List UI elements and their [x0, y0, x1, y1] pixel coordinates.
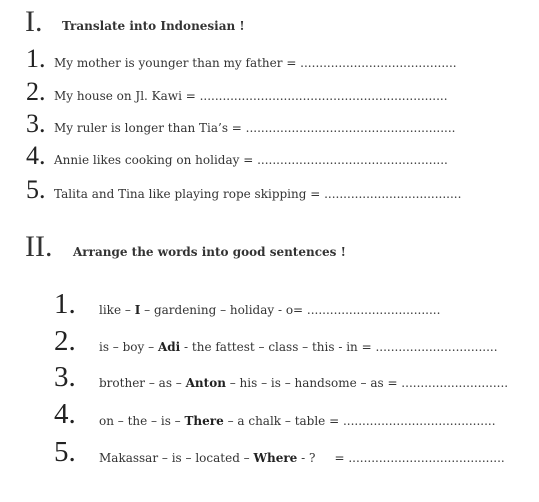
- s2-item-3-keyword: Anton: [185, 376, 226, 390]
- s1-item-1-number: 1.: [26, 44, 46, 73]
- s1-item-5-number: 5.: [26, 175, 46, 204]
- s2-item-5-keyword: Where: [253, 451, 298, 465]
- section-1-title: Translate into Indonesian !: [62, 19, 245, 33]
- s2-item-3-number: 3.: [54, 361, 76, 393]
- s2-item-4-text: on – the – is – There – a chalk – table = ........................................: [99, 414, 496, 428]
- s2-item-2-text: is – boy – Adi - the fattest – class – this - in = ................................: [99, 340, 498, 354]
- s1-item-3-number: 3.: [26, 109, 46, 138]
- s2-item-1-text: like – I – gardening – holiday - o= ...................................: [99, 303, 441, 317]
- section-2-numeral: II.: [25, 230, 53, 263]
- s2-item-3-text: brother – as – Anton – his – is – handsome – as = ............................: [99, 376, 509, 390]
- section-1-numeral: I.: [25, 5, 43, 38]
- s1-item-3-text: My ruler is longer than Tia’s = .......................................................: [54, 121, 456, 135]
- s1-item-4-number: 4.: [26, 141, 46, 170]
- s2-item-2-number: 2.: [54, 325, 76, 357]
- s2-item-5-number: 5.: [54, 436, 76, 468]
- s2-item-5-text: Makassar – is – located – Where - ? = .........................................: [99, 451, 505, 465]
- s2-item-2-keyword: Adi: [157, 340, 181, 354]
- s1-item-4-text: Annie likes cooking on holiday = ..................................................: [54, 153, 448, 167]
- s2-item-4-keyword: There: [184, 414, 224, 428]
- section-2-title: Arrange the words into good sentences !: [73, 245, 346, 259]
- s2-item-1-keyword: I: [134, 303, 141, 317]
- s1-item-2-text: My house on Jl. Kawi = .................................................................: [54, 89, 448, 103]
- s1-item-2-number: 2.: [26, 77, 46, 106]
- s2-item-4-number: 4.: [54, 398, 76, 430]
- s2-item-1-number: 1.: [54, 288, 76, 320]
- s1-item-5-text: Talita and Tina like playing rope skipping = ....................................: [54, 187, 462, 201]
- s1-item-1-text: My mother is younger than my father = .........................................: [54, 56, 457, 70]
